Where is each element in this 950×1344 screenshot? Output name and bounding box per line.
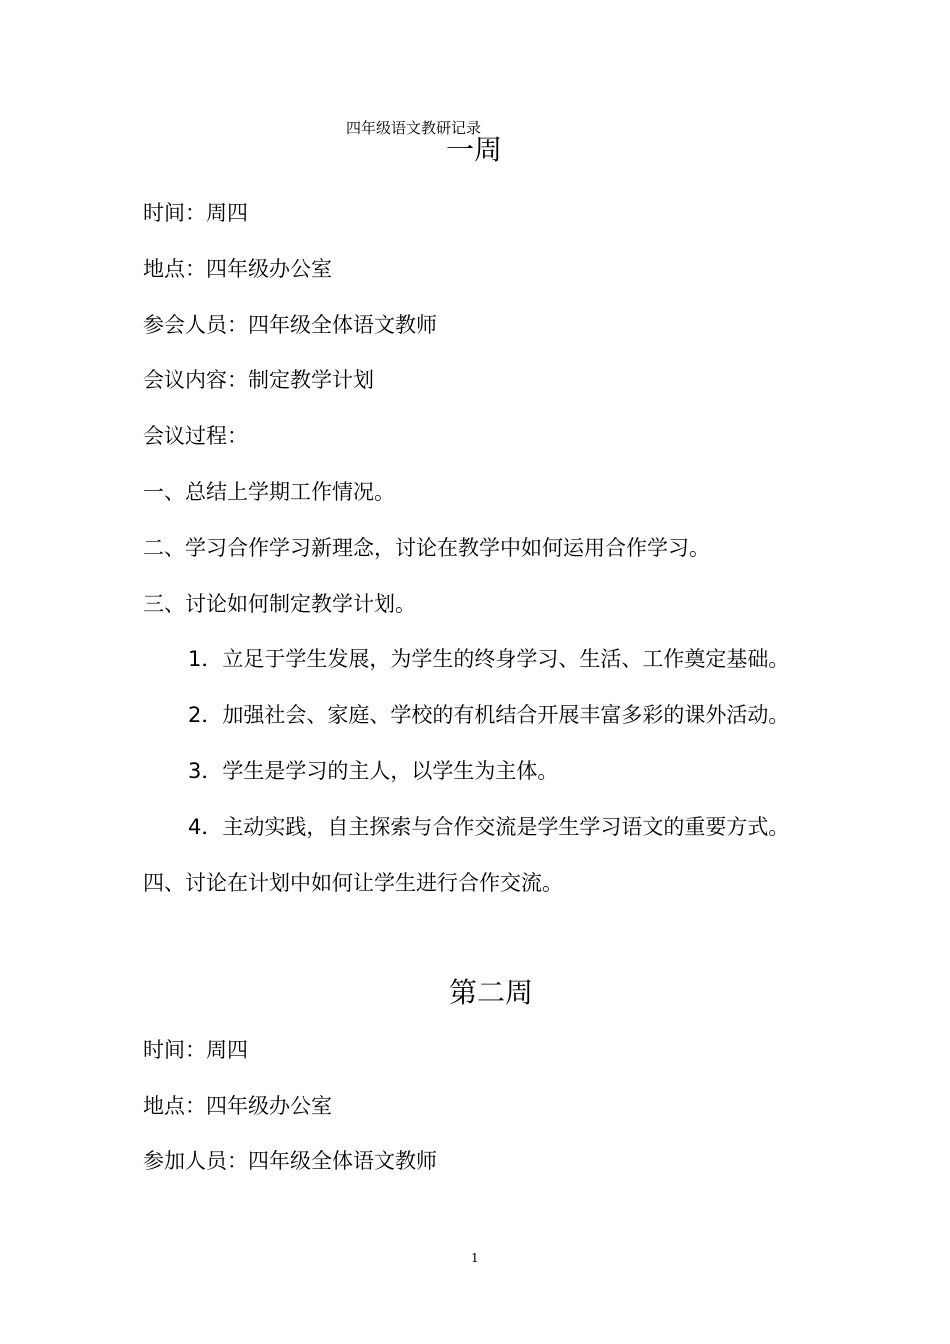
week1-content: 会议内容：制定教学计划 — [143, 368, 374, 392]
week1-subitem-3: 3．学生是学习的主人，以学生为主体。 — [188, 759, 559, 783]
week1-item-3: 三、讨论如何制定教学计划。 — [143, 592, 416, 616]
page-number: 1 — [471, 1251, 479, 1265]
week2-attendees: 参加人员：四年级全体语文教师 — [143, 1149, 437, 1173]
week1-attendees: 参会人员：四年级全体语文教师 — [143, 313, 437, 337]
document-header-title: 四年级语文教研记录 — [346, 119, 482, 137]
week1-location: 地点：四年级办公室 — [143, 257, 332, 281]
week2-time: 时间：周四 — [143, 1038, 248, 1062]
week1-item-1: 一、总结上学期工作情况。 — [143, 480, 395, 504]
week1-title: 一周 — [446, 133, 503, 166]
week1-time: 时间：周四 — [143, 201, 248, 225]
week1-process-label: 会议过程： — [143, 424, 248, 448]
week2-location: 地点：四年级办公室 — [143, 1094, 332, 1118]
week2-title: 第二周 — [449, 976, 534, 1009]
week1-subitem-4: 4．主动实践，自主探索与合作交流是学生学习语文的重要方式。 — [188, 815, 790, 839]
week1-subitem-1: 1．立足于学生发展，为学生的终身学习、生活、工作奠定基础。 — [188, 647, 790, 671]
week1-item-2: 二、学习合作学习新理念，讨论在教学中如何运用合作学习。 — [143, 536, 710, 560]
week1-subitem-2: 2．加强社会、家庭、学校的有机结合开展丰富多彩的课外活动。 — [188, 703, 790, 727]
week1-item-4: 四、讨论在计划中如何让学生进行合作交流。 — [143, 871, 563, 895]
